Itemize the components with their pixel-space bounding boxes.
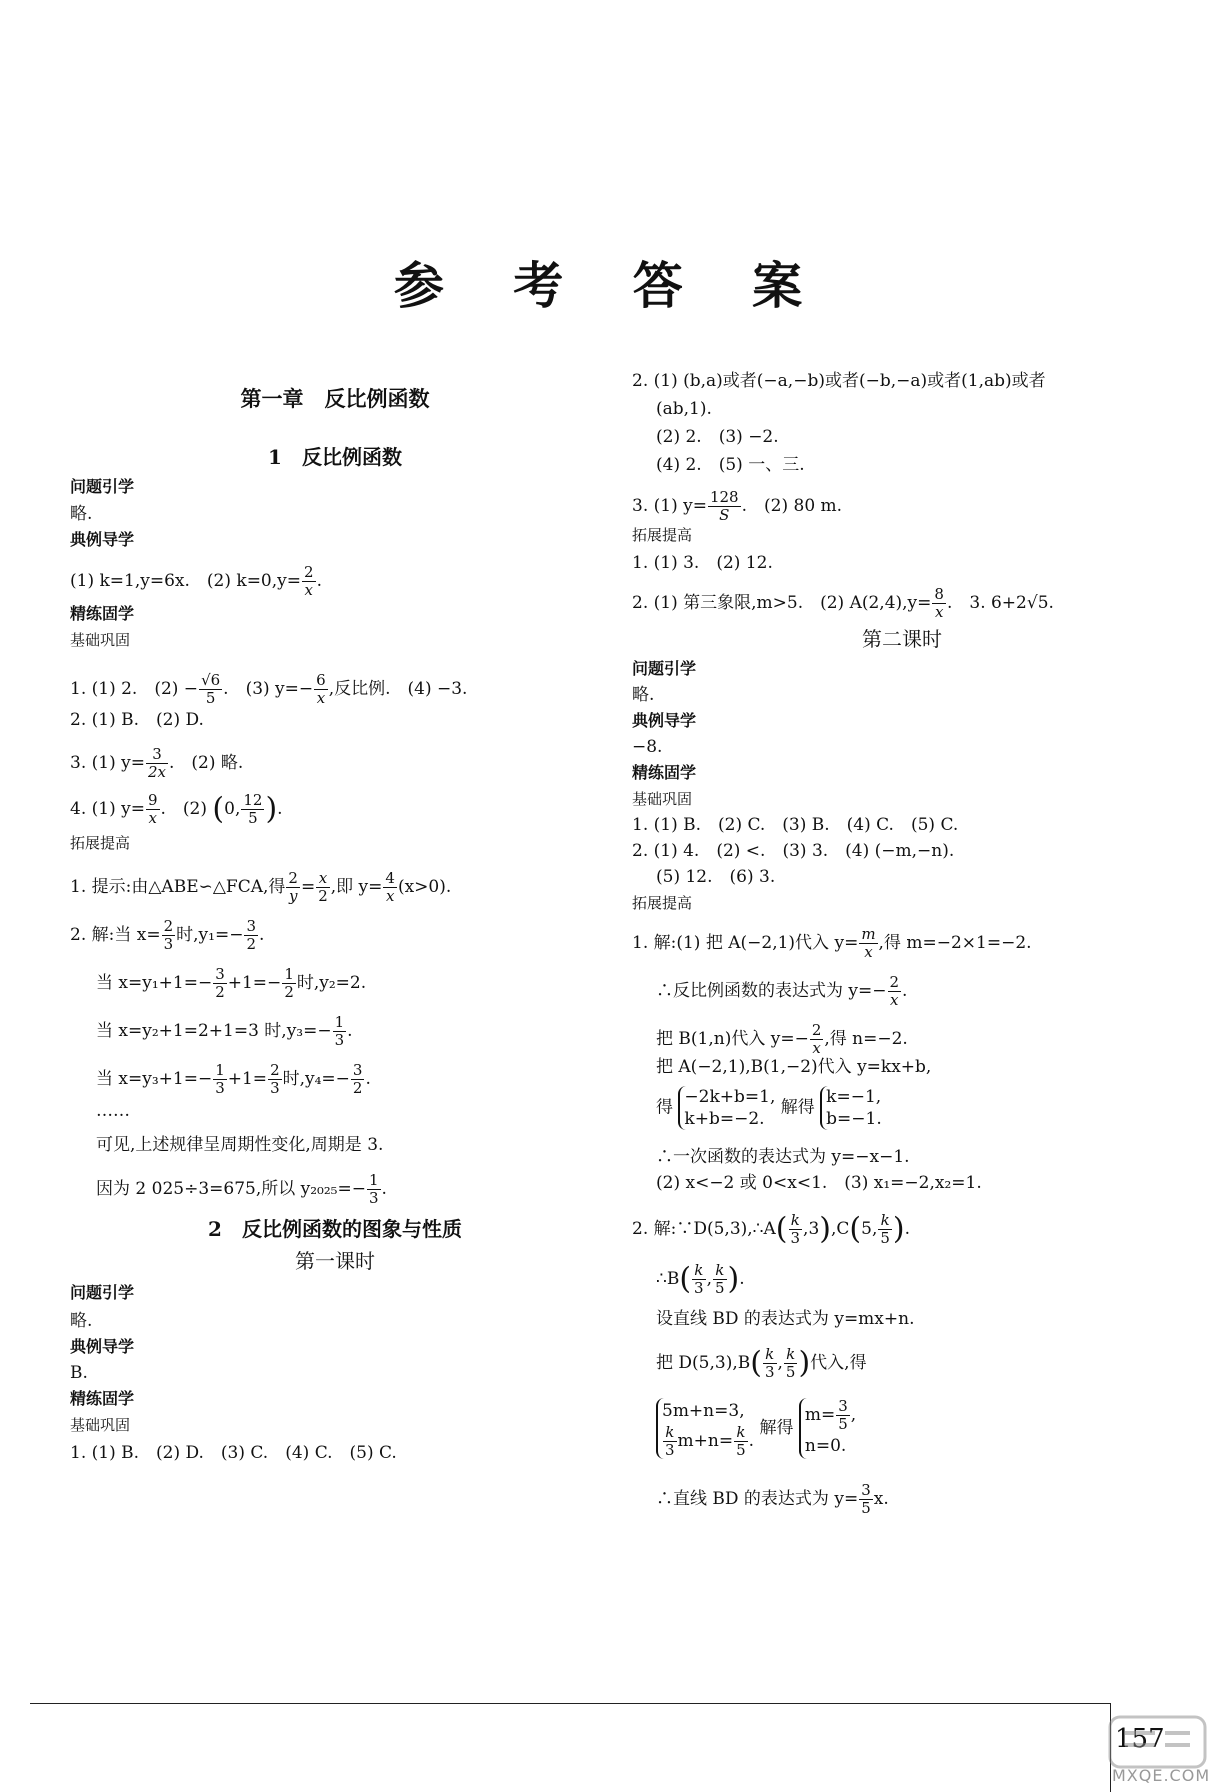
heading-jichu: 基础巩固 xyxy=(70,631,131,649)
answer-line: 把 D(5,3),B( $\frac{k}{3}$ , $\frac{k}{5}$ )代入,得 xyxy=(656,1345,867,1381)
answer-line: 当 x=y₁+1=− $\frac{3}{2}$ +1=− $\frac{1}{2}$ 时,y₂=2. xyxy=(96,965,367,1001)
heading-jichu: 基础巩固 xyxy=(70,1416,131,1434)
answer-line: (2) 2. (3) −2. xyxy=(656,427,779,447)
heading-jinglian: 精练固学 xyxy=(632,763,697,782)
answer-line: (5) 12. (6) 3. xyxy=(656,867,776,887)
answer-lue: 略. xyxy=(70,1311,93,1331)
answer-line: 可见,上述规律呈周期性变化,周期是 3. xyxy=(96,1135,384,1155)
answer-line: (4) 2. (5) 一、三. xyxy=(656,455,805,475)
answer-line: (ab,1). xyxy=(656,399,712,419)
answer-line: (1) k=1,y=6x. (2) k=0,y= $\frac{2}{x}$ . xyxy=(70,563,322,599)
answer-line: (2) x<−2 或 0<x<1. (3) x₁=−2,x₂=1. xyxy=(656,1173,982,1193)
answer-line: 2. (1) (b,a)或者(−a,−b)或者(−b,−a)或者(1,ab)或者 xyxy=(632,371,1046,391)
answer-line: 1. (1) B. (2) D. (3) C. (4) C. (5) C. xyxy=(70,1443,397,1463)
answer-line: 设直线 BD 的表达式为 y=mx+n. xyxy=(656,1309,915,1329)
page-number: 157 xyxy=(1115,1724,1165,1754)
heading-wenti: 问题引学 xyxy=(70,1283,135,1302)
answer-line: 当 x=y₂+1=2+1=3 时,y₃=− $\frac{1}{3}$ . xyxy=(96,1013,353,1049)
watermark-text: MXQE.COM xyxy=(1112,1766,1211,1785)
answer-line: ∴直线 BD 的表达式为 y= $\frac{3}{5}$ x. xyxy=(656,1481,889,1517)
heading-wenti: 问题引学 xyxy=(632,659,697,678)
heading-jinglian: 精练固学 xyxy=(70,1389,135,1408)
chapter-title: 第一章 反比例函数 xyxy=(240,386,430,411)
answer-line: 把 A(−2,1),B(1,−2)代入 y=kx+b, xyxy=(656,1057,932,1077)
heading-wenti: 问题引学 xyxy=(70,477,135,496)
answer-lue: 略. xyxy=(70,504,93,524)
answer-line: 2. 解:∵D(5,3),∴A( $\frac{k}{3}$ ,3),C(5, $\frac{k}{5}$ ). xyxy=(632,1211,911,1247)
lesson-title: 第二课时 xyxy=(862,627,942,651)
answer-line: −8. xyxy=(632,737,663,757)
answer-lue: 略. xyxy=(632,685,655,705)
heading-dianli: 典例导学 xyxy=(70,530,135,549)
ellipsis: …… xyxy=(96,1101,130,1121)
equation-system: 得 −2k+b=1, k+b=−2. 解得 k=−1, b=−1. xyxy=(656,1087,882,1129)
heading-jinglian: 精练固学 xyxy=(70,604,135,623)
heading-tuozhan: 拓展提高 xyxy=(632,894,693,912)
answer-line: ∴一次函数的表达式为 y=−x−1. xyxy=(656,1147,910,1167)
answer-line: 1. (1) 3. (2) 12. xyxy=(632,553,773,573)
answer-line: 2. 解:当 x= $\frac{2}{3}$ 时,y₁=− $\frac{3}{2}$ . xyxy=(70,917,265,953)
answer-line: 1. 提示:由△ABE∽△FCA,得 $\frac{2}{y}$ = $\frac{x}{2}$ ,即 y= $\frac{4}{x}$ (x>0). xyxy=(70,869,452,905)
answer-line: 3. (1) y= $\frac{3}{2x}$ . (2) 略. xyxy=(70,745,244,781)
answer-line: 3. (1) y= $\frac{128}{S}$ . (2) 80 m. xyxy=(632,488,843,524)
answer-line: 1. 解:(1) 把 A(−2,1)代入 y= $\frac{m}{x}$ ,得 m=−2×1=−2. xyxy=(632,925,1032,961)
bottom-rule xyxy=(30,1703,1110,1704)
equation-system: 5m+n=3, $\frac{k}{3}$ m+n= $\frac{k}{5}$ . 解得 m= $\frac{3}{5}$ , n=0. xyxy=(632,1398,1172,1459)
answer-line: 2. (1) B. (2) D. xyxy=(70,710,204,730)
answer-line: 4. (1) y= $\frac{9}{x}$ . (2) (0, $\frac{12}{5}$ ). xyxy=(70,791,283,827)
answer-line: 1. (1) B. (2) C. (3) B. (4) C. (5) C. xyxy=(632,815,959,835)
heading-jichu: 基础巩固 xyxy=(632,790,693,808)
answer-line: B. xyxy=(70,1363,88,1383)
heading-dianli: 典例导学 xyxy=(70,1337,135,1356)
answer-line: 2. (1) 4. (2) <. (3) 3. (4) (−m,−n). xyxy=(632,841,955,861)
heading-tuozhan: 拓展提高 xyxy=(70,834,131,852)
heading-tuozhan: 拓展提高 xyxy=(632,526,693,544)
answer-line: 因为 2 025÷3=675,所以 y₂₀₂₅=− $\frac{1}{3}$ . xyxy=(96,1171,387,1207)
section-title: 1 反比例函数 xyxy=(268,445,402,469)
answer-line: ∴B( $\frac{k}{3}$ , $\frac{k}{5}$ ). xyxy=(656,1261,745,1297)
answer-line: 把 B(1,n)代入 y=− $\frac{2}{x}$ ,得 n=−2. xyxy=(656,1021,908,1057)
page-title: 参 考 答 案 xyxy=(393,256,829,315)
lesson-title: 第一课时 xyxy=(295,1249,375,1273)
answer-line: 1. (1) 2. (2) − $\frac{√6}{5}$ . (3) y=− $\frac{6}{x}$ ,反比例. (4) −3. xyxy=(70,671,468,707)
section-title: 2 反比例函数的图象与性质 xyxy=(208,1217,462,1241)
answer-line: 当 x=y₃+1=− $\frac{1}{3}$ +1= $\frac{2}{3}$ 时,y₄=− $\frac{3}{2}$ . xyxy=(96,1061,371,1097)
answer-line: 2. (1) 第三象限,m>5. (2) A(2,4),y= $\frac{8}{x}$ . 3. 6+2√5. xyxy=(632,585,1054,621)
heading-dianli: 典例导学 xyxy=(632,711,697,730)
answer-line: ∴反比例函数的表达式为 y=− $\frac{2}{x}$ . xyxy=(656,973,908,1009)
